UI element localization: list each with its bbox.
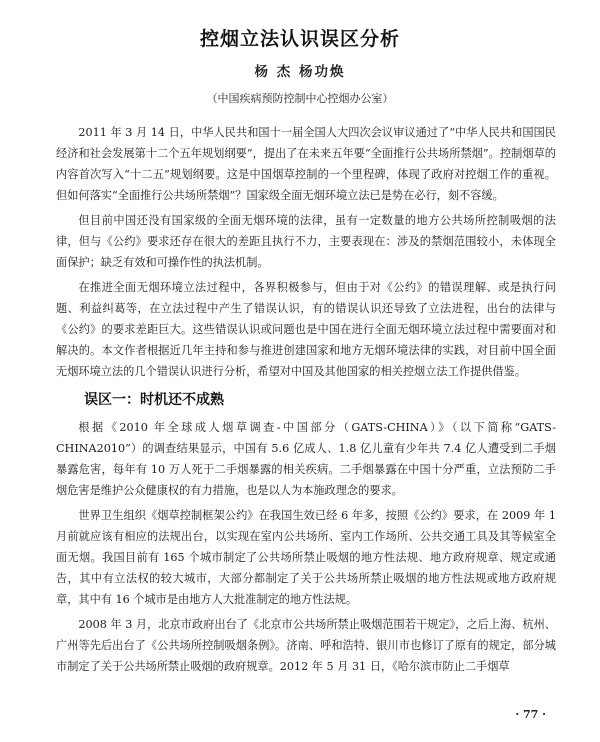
author-affiliation: （中国疾病预防控制中心控烟办公室） (206, 92, 394, 105)
article-authors: 杨 杰 杨功焕 (254, 64, 346, 80)
paragraph: 2008 年 3 月，北京市政府出台了《北京市公共场所禁止吸烟范围若干规定》，之后上海、杭州、广州等先后出台了《公共场所控制吸烟条例》。济南、呼和浩特、银川市也修订了原有的规定，部分城市制定了关于公共场所禁止吸烟的政府规章。2012 年 5 月 31 日，《哈尔滨市防止二手烟草 (56, 618, 556, 673)
paragraph: 在推进全面无烟环境立法过程中，各界积极参与，但由于对《公约》的错误理解、或是执行问题、利益纠葛等，在立法过程中产生了错误认识，有的错误认识还导致了立法进程，出台的法律与《公约》的要求差距巨大。这些错误认识或问题也是中国在进行全面无烟环境立法过程中需要面对和解决的。本文作者根据近几年主持和参与推进创建国家和地方无烟环境法律的实践，对目前中国全面无烟环境立法的几个错误认识进行分析，希望对中国及其他国家的相关控烟立法工作提供借鉴。 (56, 281, 556, 378)
paragraph: 根据《2010 年全球成人烟草调查-中国部分（GATS-CHINA）》（以下简称“GATS-CHINA2010”）的调查结果显示，中国有 5.6 亿成人、1.8 亿儿童有少年共 7.4 亿人遭受到二手烟暴露危害，每年有 10 万人死于二手烟暴露的相关疾病。二手烟暴露在中国十分严重，立法预防二手烟危害是维护公众健康权的有力措施，也是以人为本施政理念的要求。 (56, 421, 556, 497)
article-body (56, 122, 556, 681)
paragraph: 但目前中国还没有国家级的全面无烟环境的法律，虽有一定数量的地方公共场所控制吸烟的法律，但与《公约》要求还存在很大的差距且执行不力，主要表现在：涉及的禁烟范围较小，未体现全面保护；缺乏有效和可操作性的执法机制。 (56, 214, 556, 269)
page-number: · 77 · (515, 708, 546, 721)
paragraph: 2011 年 3 月 14 日，中华人民共和国十一届全国人大四次会议审议通过了“中华人民共和国国民经济和社会发展第十二个五年规划纲要”，提出了在未来五年要“全面推行公共场所禁烟”。控制烟草的内容首次写入“十二五”规划纲要。这是中国烟草控制的一个里程碑，体现了政府对控烟工作的重视。但如何落实“全面推行公共场所禁烟”？国家级全面无烟环境立法已是势在必行，刻不容缓。 (56, 126, 556, 202)
paragraph: 世界卫生组织《烟草控制框架公约》在我国生效已经 6 年多，按照《公约》要求，在 2009 年 1 月前就应该有相应的法规出台，以实现在室内公共场所、室内工作场所、公共交通工具及其等候室全面无烟。我国目前有 165 个城市制定了公共场所禁止吸烟的地方性法规、地方政府规章、规定或通告，其中有立法权的较大城市，大部分都制定了关于公共场所禁止吸烟的地方性法规或地方政府规章，其中有 16 个城市是由地方人大批准制定的地方性法规。 (56, 509, 556, 606)
article-title: 控烟立法认识误区分析 (199, 28, 400, 50)
section-heading: 误区一：时机还不成熟 (84, 392, 224, 408)
